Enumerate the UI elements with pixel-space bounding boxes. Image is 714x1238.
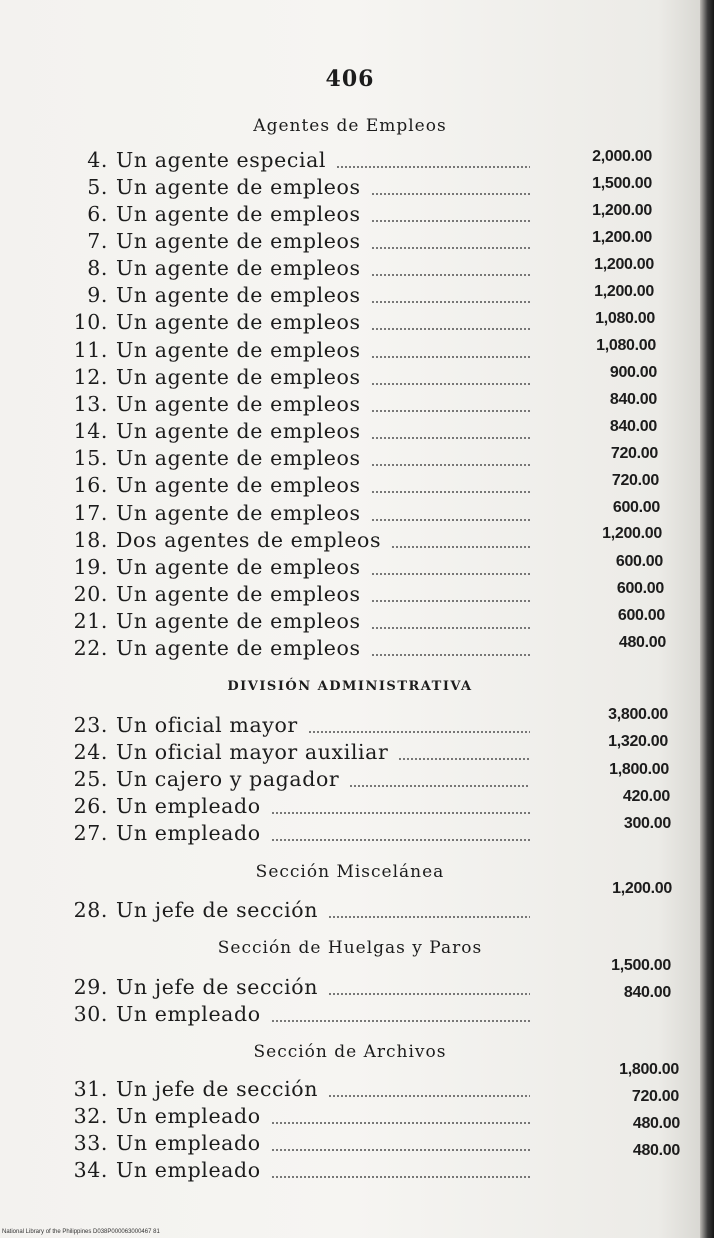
section-heading-archivos: Sección de Archivos [253, 1042, 447, 1062]
entry-description: Un jefe de sección [116, 898, 319, 922]
dot-leader [371, 519, 530, 521]
entry-row [60, 446, 530, 473]
entry-description: Un agente de empleos [116, 283, 361, 307]
entry-amount: 480.00 [632, 1142, 680, 1159]
entry-description: Un empleado [116, 1002, 261, 1026]
entry-number: 6. [87, 202, 108, 226]
entry-row [60, 229, 530, 256]
entry-amount: 600.00 [617, 607, 665, 624]
entry-row [60, 473, 530, 500]
entry-number: 22. [73, 636, 108, 660]
entry-amount: 1,800.00 [609, 761, 669, 778]
entry-description: Un agente especial [116, 148, 327, 172]
entry-amount: 1,200.00 [602, 525, 662, 542]
dot-leader [371, 383, 530, 385]
entry-amount: 600.00 [615, 553, 663, 570]
entry-amount: 600.00 [616, 580, 664, 597]
entry-row [60, 365, 530, 392]
entry-description: Un empleado [116, 1158, 261, 1182]
entry-amount: 1,500.00 [592, 175, 652, 192]
entry-amount: 420.00 [622, 788, 670, 805]
entry-description: Un agente de empleos [116, 392, 361, 416]
section-heading-huelgas: Sección de Huelgas y Paros [217, 938, 483, 958]
entry-number: 10. [73, 310, 108, 334]
entry-row [60, 338, 530, 365]
entry-amount: 840.00 [623, 984, 671, 1001]
entry-row [60, 175, 530, 202]
dot-leader [371, 491, 530, 493]
entry-row [60, 740, 530, 767]
entry-row [60, 582, 530, 609]
entry-number: 16. [73, 473, 108, 497]
entry-description: Un agente de empleos [116, 202, 361, 226]
entry-description: Un agente de empleos [116, 419, 361, 443]
entry-amount: 1,200.00 [612, 880, 672, 897]
dot-leader [271, 1122, 530, 1124]
entry-description: Un agente de empleos [116, 256, 361, 280]
entry-description: Un agente de empleos [116, 473, 361, 497]
entry-number: 12. [73, 365, 108, 389]
entry-row [60, 501, 530, 528]
entry-description: Un agente de empleos [116, 582, 361, 606]
dot-leader [371, 220, 530, 222]
section-heading-miscelanea: Sección Miscelánea [255, 862, 445, 882]
entry-number: 11. [73, 338, 108, 362]
dot-leader [271, 1149, 530, 1151]
entry-amount: 600.00 [612, 499, 660, 516]
entry-description: Un oficial mayor [116, 713, 298, 737]
entry-description: Un empleado [116, 794, 261, 818]
dot-leader [398, 758, 530, 760]
entry-number: 15. [73, 446, 108, 470]
entry-row [60, 1002, 530, 1029]
dot-leader [336, 166, 530, 168]
entry-description: Un agente de empleos [116, 501, 361, 525]
entry-number: 28. [73, 898, 108, 922]
entry-number: 32. [73, 1104, 108, 1128]
entry-amount: 3,800.00 [608, 706, 668, 723]
entry-number: 9. [87, 283, 108, 307]
division-heading-administrativa: DIVISIÓN ADMINISTRATIVA [227, 679, 473, 694]
entry-row [60, 1104, 530, 1131]
entry-description: Un empleado [116, 821, 261, 845]
entry-row [60, 1077, 530, 1104]
entry-description: Un agente de empleos [116, 338, 361, 362]
dot-leader [308, 731, 530, 733]
dot-leader [271, 839, 530, 841]
entry-number: 19. [73, 555, 108, 579]
entry-amount: 1,320.00 [608, 733, 668, 750]
dot-leader [271, 812, 530, 814]
entry-number: 27. [73, 821, 108, 845]
dot-leader [371, 247, 530, 249]
entry-description: Un agente de empleos [116, 609, 361, 633]
entry-description: Un empleado [116, 1131, 261, 1155]
entry-row [60, 392, 530, 419]
dot-leader [371, 627, 530, 629]
entry-amount: 1,080.00 [595, 310, 655, 327]
entry-number: 25. [73, 767, 108, 791]
entry-amount: 720.00 [631, 1088, 679, 1105]
dot-leader [328, 1095, 530, 1097]
entry-number: 21. [73, 609, 108, 633]
entry-number: 24. [73, 740, 108, 764]
entry-row [60, 283, 530, 310]
entry-amount: 1,200.00 [594, 256, 654, 273]
entry-description: Un agente de empleos [116, 229, 361, 253]
entry-number: 14. [73, 419, 108, 443]
entry-row [60, 1131, 530, 1158]
entry-description: Un jefe de sección [116, 1077, 319, 1101]
entry-number: 33. [73, 1131, 108, 1155]
entry-amount: 900.00 [609, 364, 657, 381]
entry-description: Dos agentes de empleos [116, 528, 382, 552]
entry-number: 4. [87, 148, 108, 172]
entry-number: 5. [87, 175, 108, 199]
entry-number: 20. [73, 582, 108, 606]
entry-number: 17. [73, 501, 108, 525]
entry-row [60, 794, 530, 821]
dot-leader [371, 301, 530, 303]
book-binding-edge [700, 0, 714, 1238]
scan-footer: National Library of the Philippines D038P000063000467 81 [2, 1229, 160, 1235]
entry-number: 18. [73, 528, 108, 552]
entry-description: Un jefe de sección [116, 975, 319, 999]
dot-leader [371, 654, 530, 656]
entry-number: 8. [87, 256, 108, 280]
dot-leader [271, 1020, 530, 1022]
page-number: 406 [325, 66, 375, 92]
entry-description: Un agente de empleos [116, 175, 361, 199]
dot-leader [371, 328, 530, 330]
entry-amount: 1,200.00 [592, 202, 652, 219]
dot-leader [391, 546, 530, 548]
entry-description: Un agente de empleos [116, 555, 361, 579]
entry-number: 30. [73, 1002, 108, 1026]
entry-row [60, 898, 530, 925]
entry-number: 29. [73, 975, 108, 999]
entry-amount: 1,080.00 [596, 337, 656, 354]
entry-number: 23. [73, 713, 108, 737]
entry-row [60, 419, 530, 446]
dot-leader [371, 573, 530, 575]
dot-leader [371, 464, 530, 466]
dot-leader [328, 916, 530, 918]
entry-description: Un agente de empleos [116, 446, 361, 470]
entry-amount: 480.00 [618, 634, 666, 651]
dot-leader [371, 437, 530, 439]
entry-row [60, 256, 530, 283]
entry-amount: 1,200.00 [594, 283, 654, 300]
entry-amount: 480.00 [632, 1115, 680, 1132]
entry-amount: 720.00 [611, 472, 659, 489]
entry-description: Un agente de empleos [116, 365, 361, 389]
dot-leader [349, 785, 530, 787]
entry-amount: 2,000.00 [592, 148, 652, 165]
entry-description: Un agente de empleos [116, 310, 361, 334]
entry-row [60, 1158, 530, 1185]
entry-number: 13. [73, 392, 108, 416]
entry-number: 34. [73, 1158, 108, 1182]
section-heading-agentes: Agentes de Empleos [253, 116, 447, 136]
entry-amount: 300.00 [623, 815, 671, 832]
dot-leader [371, 600, 530, 602]
entry-number: 26. [73, 794, 108, 818]
entry-amount: 1,200.00 [592, 229, 652, 246]
dot-leader [271, 1176, 530, 1178]
dot-leader [328, 993, 530, 995]
dot-leader [371, 356, 530, 358]
entry-number: 7. [87, 229, 108, 253]
entry-amount: 1,800.00 [619, 1061, 679, 1078]
entry-description: Un oficial mayor auxiliar [116, 740, 389, 764]
entry-amount: 840.00 [609, 418, 657, 435]
entry-row [60, 202, 530, 229]
entry-row [60, 636, 530, 663]
entry-row [60, 975, 530, 1002]
entry-row [60, 310, 530, 337]
dot-leader [371, 193, 530, 195]
entry-amount: 1,500.00 [611, 957, 671, 974]
entry-description: Un cajero y pagador [116, 767, 340, 791]
dot-leader [371, 274, 530, 276]
entry-row [60, 555, 530, 582]
entry-amount: 720.00 [610, 445, 658, 462]
entry-number: 31. [73, 1077, 108, 1101]
entry-row [60, 767, 530, 794]
entry-row [60, 609, 530, 636]
entry-row [60, 821, 530, 848]
dot-leader [371, 410, 530, 412]
entry-row [60, 528, 530, 555]
entry-amount: 840.00 [609, 391, 657, 408]
entry-row [60, 713, 530, 740]
entry-description: Un empleado [116, 1104, 261, 1128]
entry-description: Un agente de empleos [116, 636, 361, 660]
entry-row [60, 148, 530, 175]
